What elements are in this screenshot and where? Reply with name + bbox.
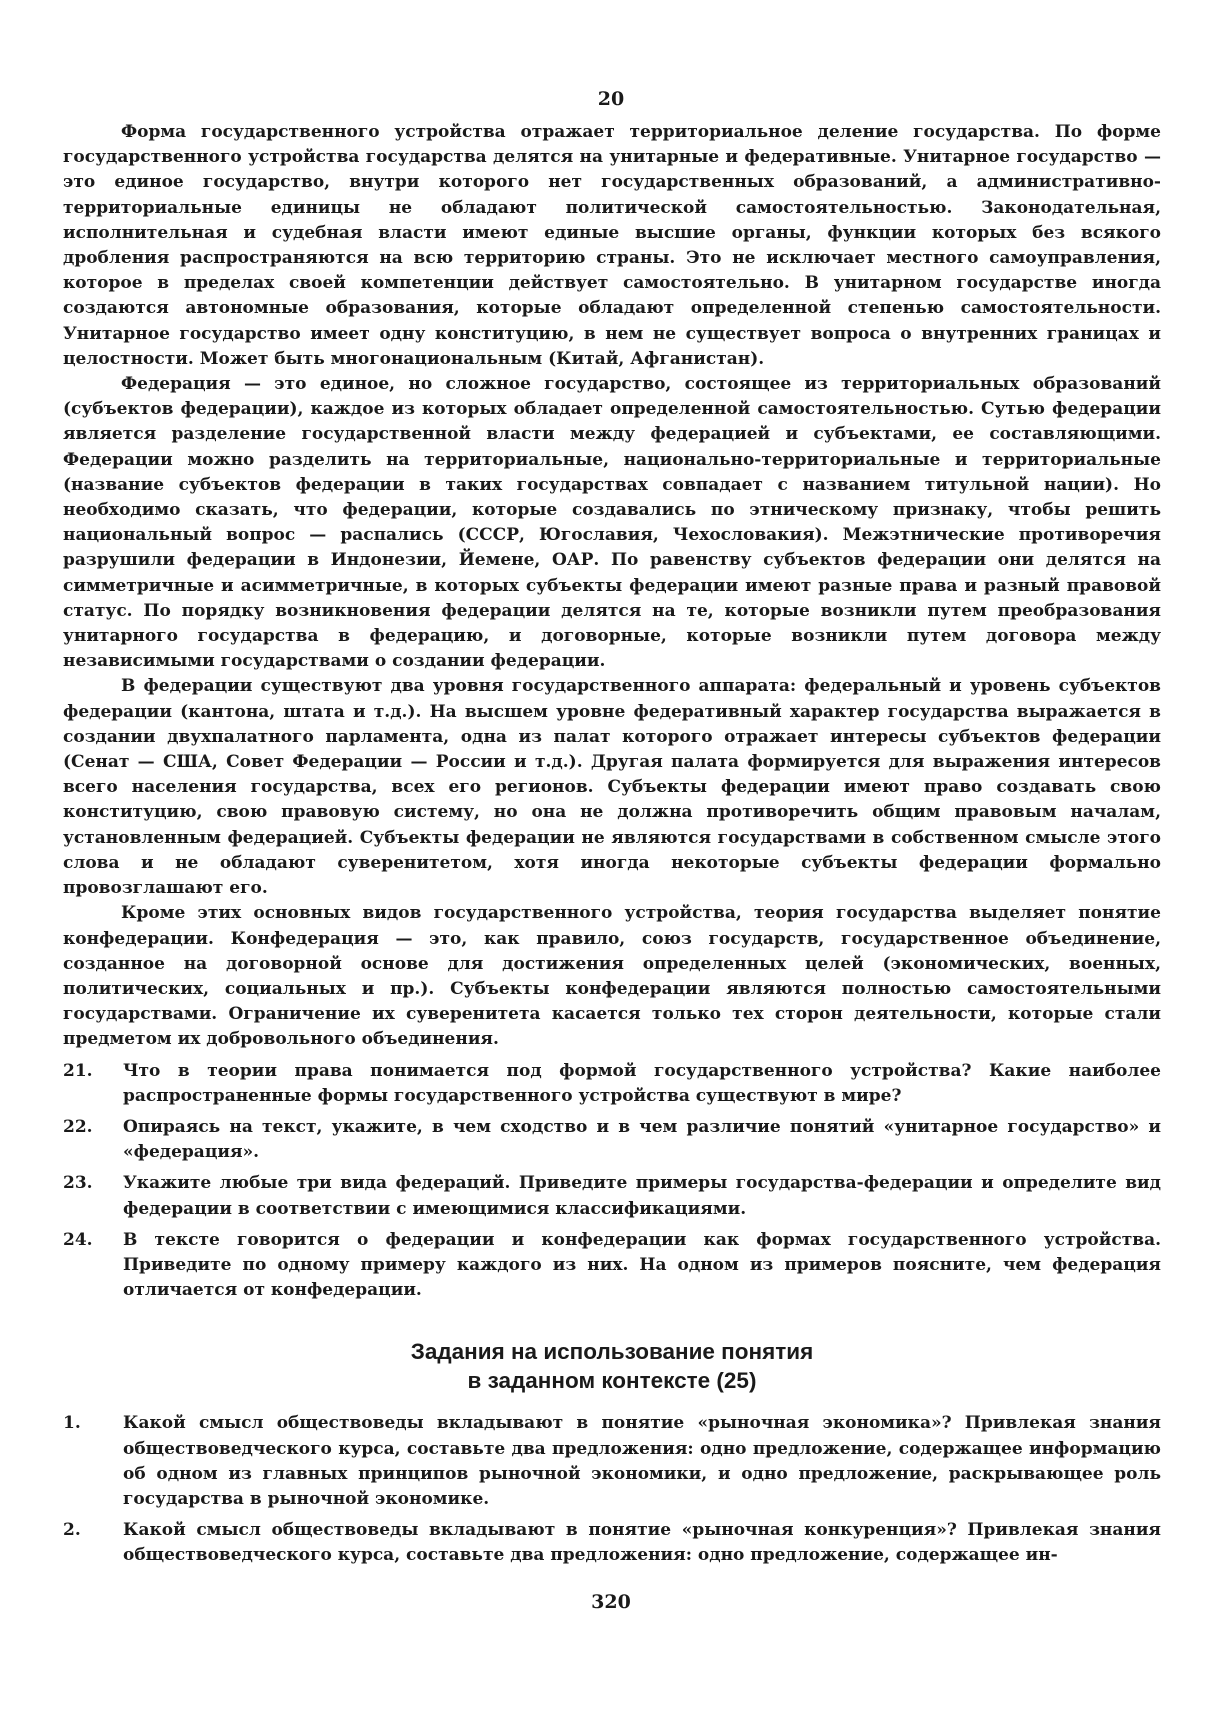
tasks-list bbox=[63, 1411, 1161, 1568]
task-text: Какой смысл обществоведы вкладывают в понятие «рыночная конкуренция»? Привлекая знания обществоведческого курса, составьте два предложения: одно предложение, содержащее ин- bbox=[123, 1520, 1161, 1566]
question-item bbox=[63, 1171, 1161, 1221]
task-number: 2. bbox=[63, 1520, 81, 1541]
task-text: Какой смысл обществоведы вкладывают в понятие «рыночная экономика»? Привлекая знания обществоведческого курса, составьте два предложения: одно предложение, содержащее информацию об одном из главных принципов рыночной экономики, и одно предложение, раскрывающее роль государства в рыночной экономике. bbox=[123, 1413, 1161, 1509]
page-body bbox=[63, 120, 1161, 1569]
questions-list bbox=[63, 1059, 1161, 1304]
question-number: 22. bbox=[63, 1116, 93, 1137]
question-text: Опираясь на текст, укажите, в чем сходство и в чем различие понятий «унитарное государство» и «федерация». bbox=[123, 1116, 1161, 1163]
paragraph-confederation: Кроме этих основных видов государственного устройства, теория государства выделяет понятие конфедерации. Конфедерация — это, как правило, союз государств, государственное объединение, созданное на договорной основе для достижения определенных целей (экономических, военных, политических, социальных и пр.). Субъекты конфедерации являются полностью самостоятельными государствами. Ограничение их суверенитета касается только тех сторон деятельности, которые стали предметом их добровольного объединения. bbox=[63, 903, 1161, 1050]
question-item bbox=[63, 1228, 1161, 1304]
question-item bbox=[63, 1059, 1161, 1109]
page-number-top: 20 bbox=[597, 88, 625, 110]
question-text: В тексте говорится о федерации и конфедерации как формах государственного устройства. Приведите по одному примеру каждого из них. На одном из примеров поясните, чем федерация отличается от конфедерации. bbox=[123, 1229, 1161, 1301]
question-text: Что в теории права понимается под формой государственного устройства? Какие наиболее распространенные формы государственного устройства существуют в мире? bbox=[123, 1060, 1161, 1106]
section-title-line-1: Задания на использование понятия bbox=[410, 1339, 814, 1365]
question-item bbox=[63, 1115, 1161, 1165]
task-number: 1. bbox=[63, 1413, 81, 1434]
section-title bbox=[63, 1337, 1161, 1395]
paragraph-federation: Федерация — это единое, но сложное государство, состоящее из территориальных образований (субъектов федерации), каждое из которых обладает определенной самостоятельностью. Сутью федерации является разделение государственной власти между федерацией и субъектами, ее составляющими. Федерации можно разделить на территориальные, национально-территориальные и территориальные (название субъектов федерации в таких государствах совпадает с названием титульной нации). Но необходимо сказать, что федерации, которые создавались по этническому признаку, чтобы решить национальный вопрос — распались (СССР, Югославия, Чехословакия). Межэтнические противоречия разрушили федерации в Индонезии, Йемене, ОАР. По равенству субъектов федерации они делятся на симметричные и асимметричные, в которых субъекты федерации имеют разные права и разный правовой статус. По порядку возникновения федерации делятся на те, которые возникли путем преобразования унитарного государства в федерацию, и договорные, которые возникли путем договора между независимыми государствами о создании федерации. bbox=[63, 374, 1161, 672]
paragraph-unitary-state: Форма государственного устройства отражает территориальное деление государства. По форме государственного устройства государства делятся на унитарные и федеративные. Унитарное государство — это единое государство, внутри которого нет государственных образований, а административно-территориальные единицы не обладают политической самостоятельностью. Законодательная, исполнительная и судебная власти имеют единые высшие органы, функции которых без всякого дробления распространяются на всю территорию страны. Это не исключает местного самоуправления, которое в пределах своей компетенции действует самостоятельно. В унитарном государстве иногда создаются автономные образования, которые обладают определенной степенью самостоятельности. Унитарное государство имеет одну конституцию, в нем не существует вопроса о внутренних границах и целостности. Может быть многонациональным (Китай, Афганистан). bbox=[63, 122, 1161, 369]
question-text: Укажите любые три вида федераций. Приведите примеры государства-федерации и определите вид федерации в соответствии с имеющимися классификациями. bbox=[123, 1173, 1161, 1219]
paragraph-federation-levels: В федерации существуют два уровня государственного аппарата: федеральный и уровень субъектов федерации (кантона, штата и т.д.). На высшем уровне федеративный характер государства выражается в создании двухпалатного парламента, одна из палат которого отражает интересы субъектов федерации (Сенат — США, Совет Федерации — России и т.д.). Другая палата формируется для выражения интересов всего населения государства, всех его регионов. Субъекты федерации имеют право создавать свою конституцию, свою правовую систему, но она не должна противоречить общим правовым началам, установленным федерацией. Субъекты федерации не являются государствами в собственном смысле этого слова и не обладают суверенитетом, хотя иногда некоторые субъекты федерации формально провозглашают его. bbox=[63, 676, 1161, 899]
task-item bbox=[63, 1518, 1161, 1568]
page-number-bottom: 320 bbox=[591, 1591, 631, 1613]
question-number: 23. bbox=[63, 1173, 93, 1194]
question-number: 21. bbox=[63, 1060, 93, 1081]
task-item bbox=[63, 1411, 1161, 1512]
question-number: 24. bbox=[63, 1229, 93, 1250]
section-title-line-2: в заданном контексте (25) bbox=[467, 1368, 757, 1394]
